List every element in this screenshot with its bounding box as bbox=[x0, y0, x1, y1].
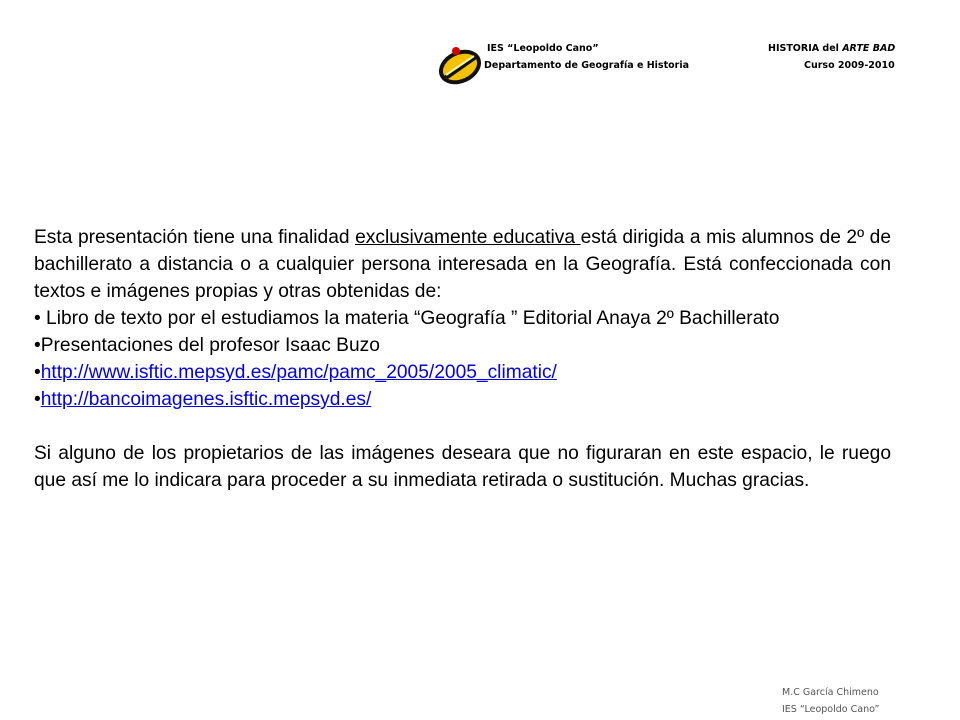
bullet: • bbox=[34, 335, 41, 356]
source-item bbox=[34, 359, 891, 386]
image-bank-link[interactable]: http://bancoimagenes.isftic.mepsyd.es/ bbox=[40, 389, 372, 410]
header-department: Departamento de Geografía e Historia bbox=[484, 60, 690, 71]
intro-start: Esta presentación tiene una finalidad bbox=[34, 227, 356, 248]
header-school: IES “Leopoldo Cano” bbox=[487, 43, 599, 54]
source-text: Libro de texto por el estudiamos la materia “Geografía ” Editorial Anaya 2º Bachillerato bbox=[40, 308, 780, 329]
footer-school: IES “Leopoldo Cano” bbox=[782, 704, 880, 715]
bullet: • bbox=[34, 389, 41, 410]
page-header bbox=[0, 0, 960, 100]
paragraph-spacer bbox=[34, 413, 891, 440]
header-year: Curso 2009-2010 bbox=[804, 60, 895, 71]
source-item bbox=[34, 305, 891, 332]
footer-author: M.C García Chimeno bbox=[782, 687, 879, 698]
intro-end: está dirigida a mis alumnos de 2º de bachillerato a distancia o a cualquier persona interesada en la Geografía. Está confeccionada con textos e imágenes propias y otras obtenidas de: bbox=[34, 227, 891, 302]
source-item bbox=[34, 386, 891, 413]
header-course-prefix: HISTORIA del bbox=[768, 43, 843, 54]
intro-underlined: exclusivamente educativa bbox=[355, 227, 581, 248]
page-footer bbox=[782, 684, 879, 718]
source-item bbox=[34, 332, 891, 359]
bullet: • bbox=[34, 362, 41, 383]
header-course bbox=[768, 43, 895, 54]
main-text bbox=[34, 224, 891, 494]
climatic-link[interactable]: http://www.isftic.mepsyd.es/pamc/pamc_2005/2005_climatic/ bbox=[40, 362, 557, 383]
closing-paragraph: Si alguno de los propietarios de las imágenes deseara que no figuraran en este espacio, le ruego que así me lo indicara para proceder a su inmediata retirada o sustitución. Muchas gracias. bbox=[34, 443, 891, 491]
source-text: Presentaciones del profesor Isaac Buzo bbox=[40, 335, 380, 356]
bullet: • bbox=[34, 308, 41, 329]
intro-paragraph bbox=[34, 224, 891, 305]
header-course-subject: ARTE BAD bbox=[842, 43, 896, 54]
school-logo-icon bbox=[436, 42, 486, 86]
